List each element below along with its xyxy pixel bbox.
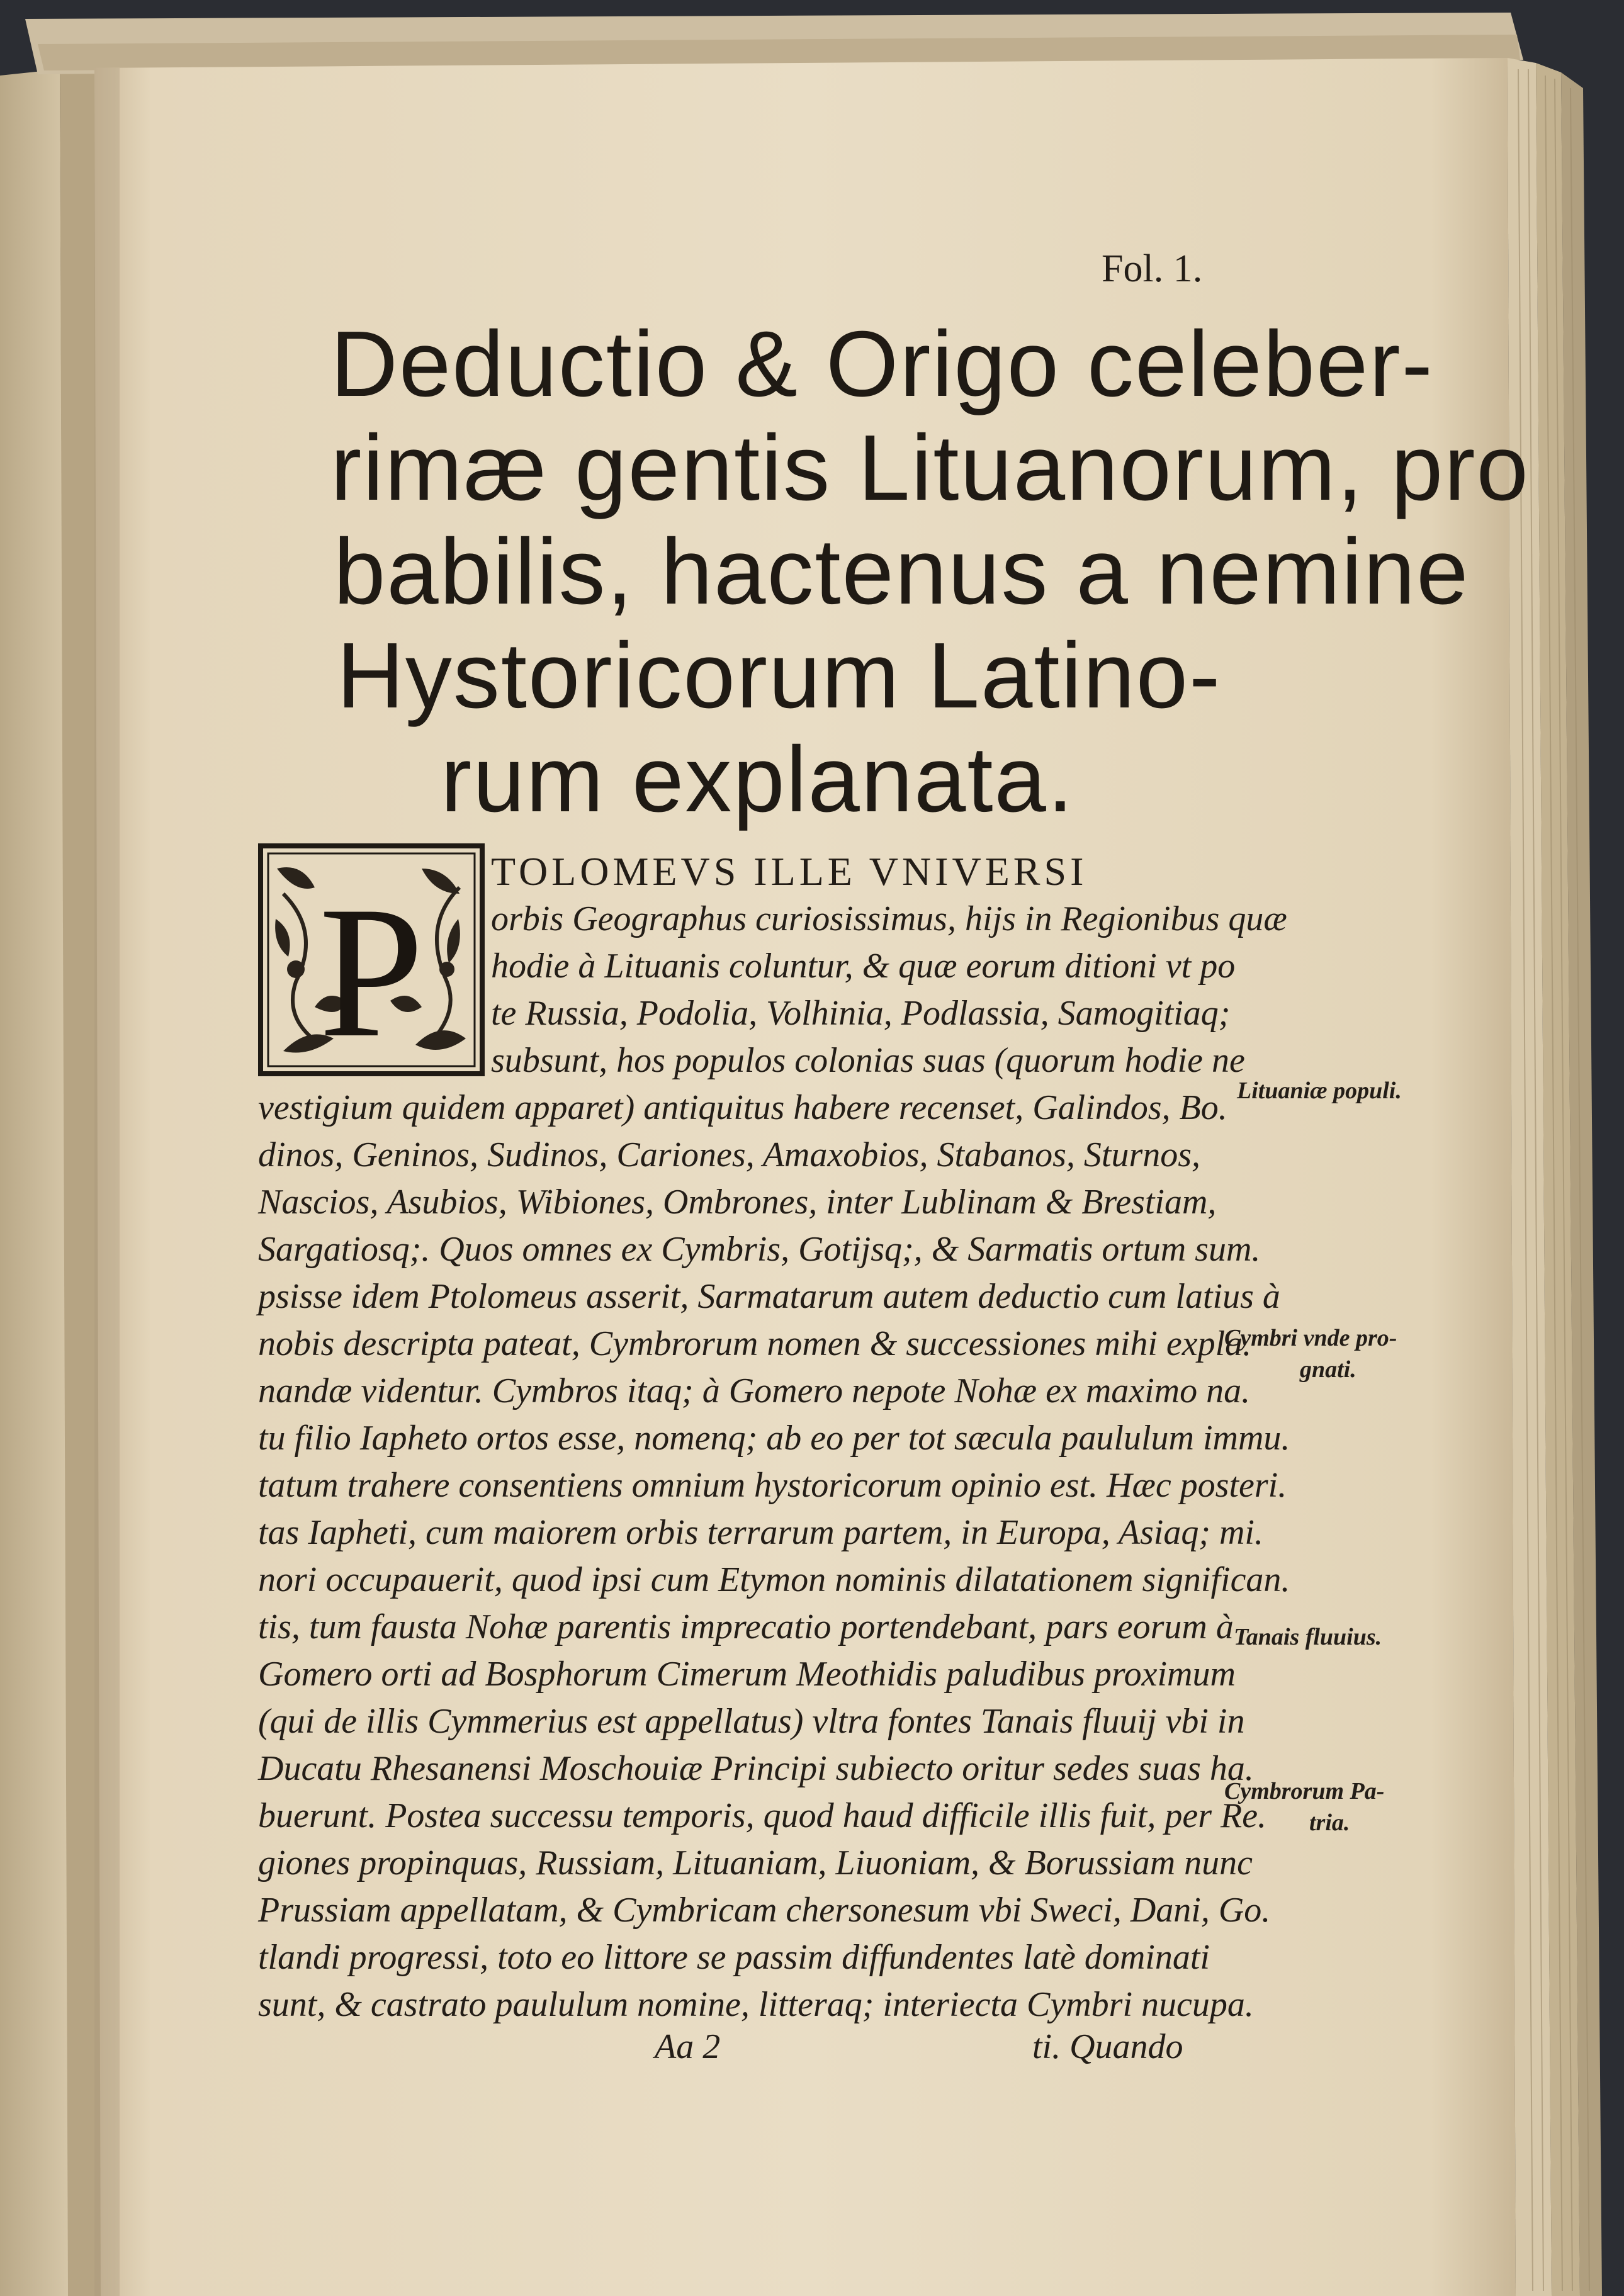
body-line-10: nobis descripta pateat, Cymbrorum nomen & successiones mihi expla.	[258, 1324, 1252, 1363]
signature-mark: Aa 2	[655, 2027, 721, 2066]
body-line-1: orbis Geographus curiosissimus, hijs in Regionibus quæ	[491, 899, 1287, 938]
opening-caps: TOLOMEVS ILLE VNIVERSI	[491, 849, 1088, 894]
margin-note-cymbrorum-patria-line1: Cymbrorum Pa-	[1224, 1778, 1385, 1804]
catchword: ti. Quando	[1032, 2027, 1183, 2066]
folio-number: Fol. 1.	[1102, 247, 1203, 290]
body-line-6: dinos, Geninos, Sudinos, Cariones, Amaxobios, Stabanos, Sturnos,	[258, 1135, 1201, 1174]
body-line-21: giones propinquas, Russiam, Lituaniam, Liuoniam, & Borussiam nunc	[258, 1843, 1253, 1882]
title-line-5: rum explanata.	[441, 728, 1074, 831]
body-line-23: tlandi progressi, toto eo littore se passim diffundentes latè dominati	[258, 1938, 1210, 1977]
body-line-9: psisse idem Ptolomeus asserit, Sarmatarum autem deductio cum latius à	[258, 1277, 1280, 1316]
margin-note-cymbri-unde-line2: gnati.	[1300, 1356, 1356, 1383]
body-line-3: te Russia, Podolia, Volhinia, Podlassia, Samogitiaq;	[491, 994, 1231, 1033]
drop-cap-ornament	[258, 843, 485, 1076]
body-line-7: Nascios, Asubios, Wibiones, Ombrones, inter Lublinam & Brestiam,	[258, 1183, 1217, 1222]
title-line-1: Deductio & Origo celeber-	[330, 312, 1434, 416]
body-line-14: tas Iapheti, cum maiorem orbis terrarum partem, in Europa, Asiaq; mi.	[258, 1513, 1263, 1552]
title-line-4: Hystoricorum Latino-	[337, 624, 1222, 728]
drop-cap	[258, 843, 485, 1076]
body-line-11: nandæ videntur. Cymbros itaq; à Gomero nepote Nohæ ex maximo na.	[258, 1371, 1251, 1410]
body-line-22: Prussiam appellatam, & Cymbricam chersonesum vbi Sweci, Dani, Go.	[258, 1891, 1271, 1930]
body-line-17: Gomero orti ad Bosphorum Cimerum Meothidis paludibus proximum	[258, 1655, 1236, 1694]
margin-note-lituaniae-populi: Lituaniæ populi.	[1237, 1078, 1402, 1104]
margin-note-cymbrorum-patria-line2: tria.	[1309, 1809, 1350, 1836]
body-line-13: tatum trahere consentiens omnium hystoricorum opinio est. Hæc posteri.	[258, 1466, 1287, 1505]
title-line-2: rimæ gentis Lituanorum, pro	[330, 416, 1530, 520]
body-line-19: Ducatu Rhesanensi Moschouiæ Principi subiecto oritur sedes suas ha.	[258, 1749, 1254, 1788]
body-line-5: vestigium quidem apparet) antiquitus habere recenset, Galindos, Bo.	[258, 1088, 1227, 1127]
body-line-16: tis, tum fausta Nohæ parentis imprecatio portendebant, pars eorum à	[258, 1607, 1234, 1646]
drop-cap-letter: P	[319, 867, 424, 1076]
body-line-2: hodie à Lituanis coluntur, & quæ eorum ditioni vt po	[491, 947, 1236, 986]
margin-note-tanais-fluuius: Tanais fluuius.	[1234, 1624, 1382, 1650]
body-line-24: sunt, & castrato paululum nomine, litteraq; interiecta Cymbri nucupa.	[258, 1985, 1254, 2024]
body-line-12: tu filio Iapheto ortos esse, nomenq; ab eo per tot sæcula paululum immu.	[258, 1419, 1290, 1458]
margin-note-cymbri-unde-line1: Cymbri vnde pro-	[1224, 1325, 1397, 1351]
title-line-3: babilis, hactenus a nemine	[334, 520, 1470, 624]
body-line-18: (qui de illis Cymmerius est appellatus) vltra fontes Tanais fluuij vbi in	[258, 1702, 1245, 1741]
body-line-4: subsunt, hos populos colonias suas (quorum hodie ne	[491, 1041, 1245, 1080]
body-line-8: Sargatiosq;. Quos omnes ex Cymbris, Gotijsq;, & Sarmatis ortum sum.	[258, 1230, 1261, 1269]
body-line-20: buerunt. Postea successu temporis, quod haud difficile illis fuit, per Re.	[258, 1796, 1267, 1835]
body-line-15: nori occupauerit, quod ipsi cum Etymon nominis dilatationem significan.	[258, 1560, 1290, 1599]
